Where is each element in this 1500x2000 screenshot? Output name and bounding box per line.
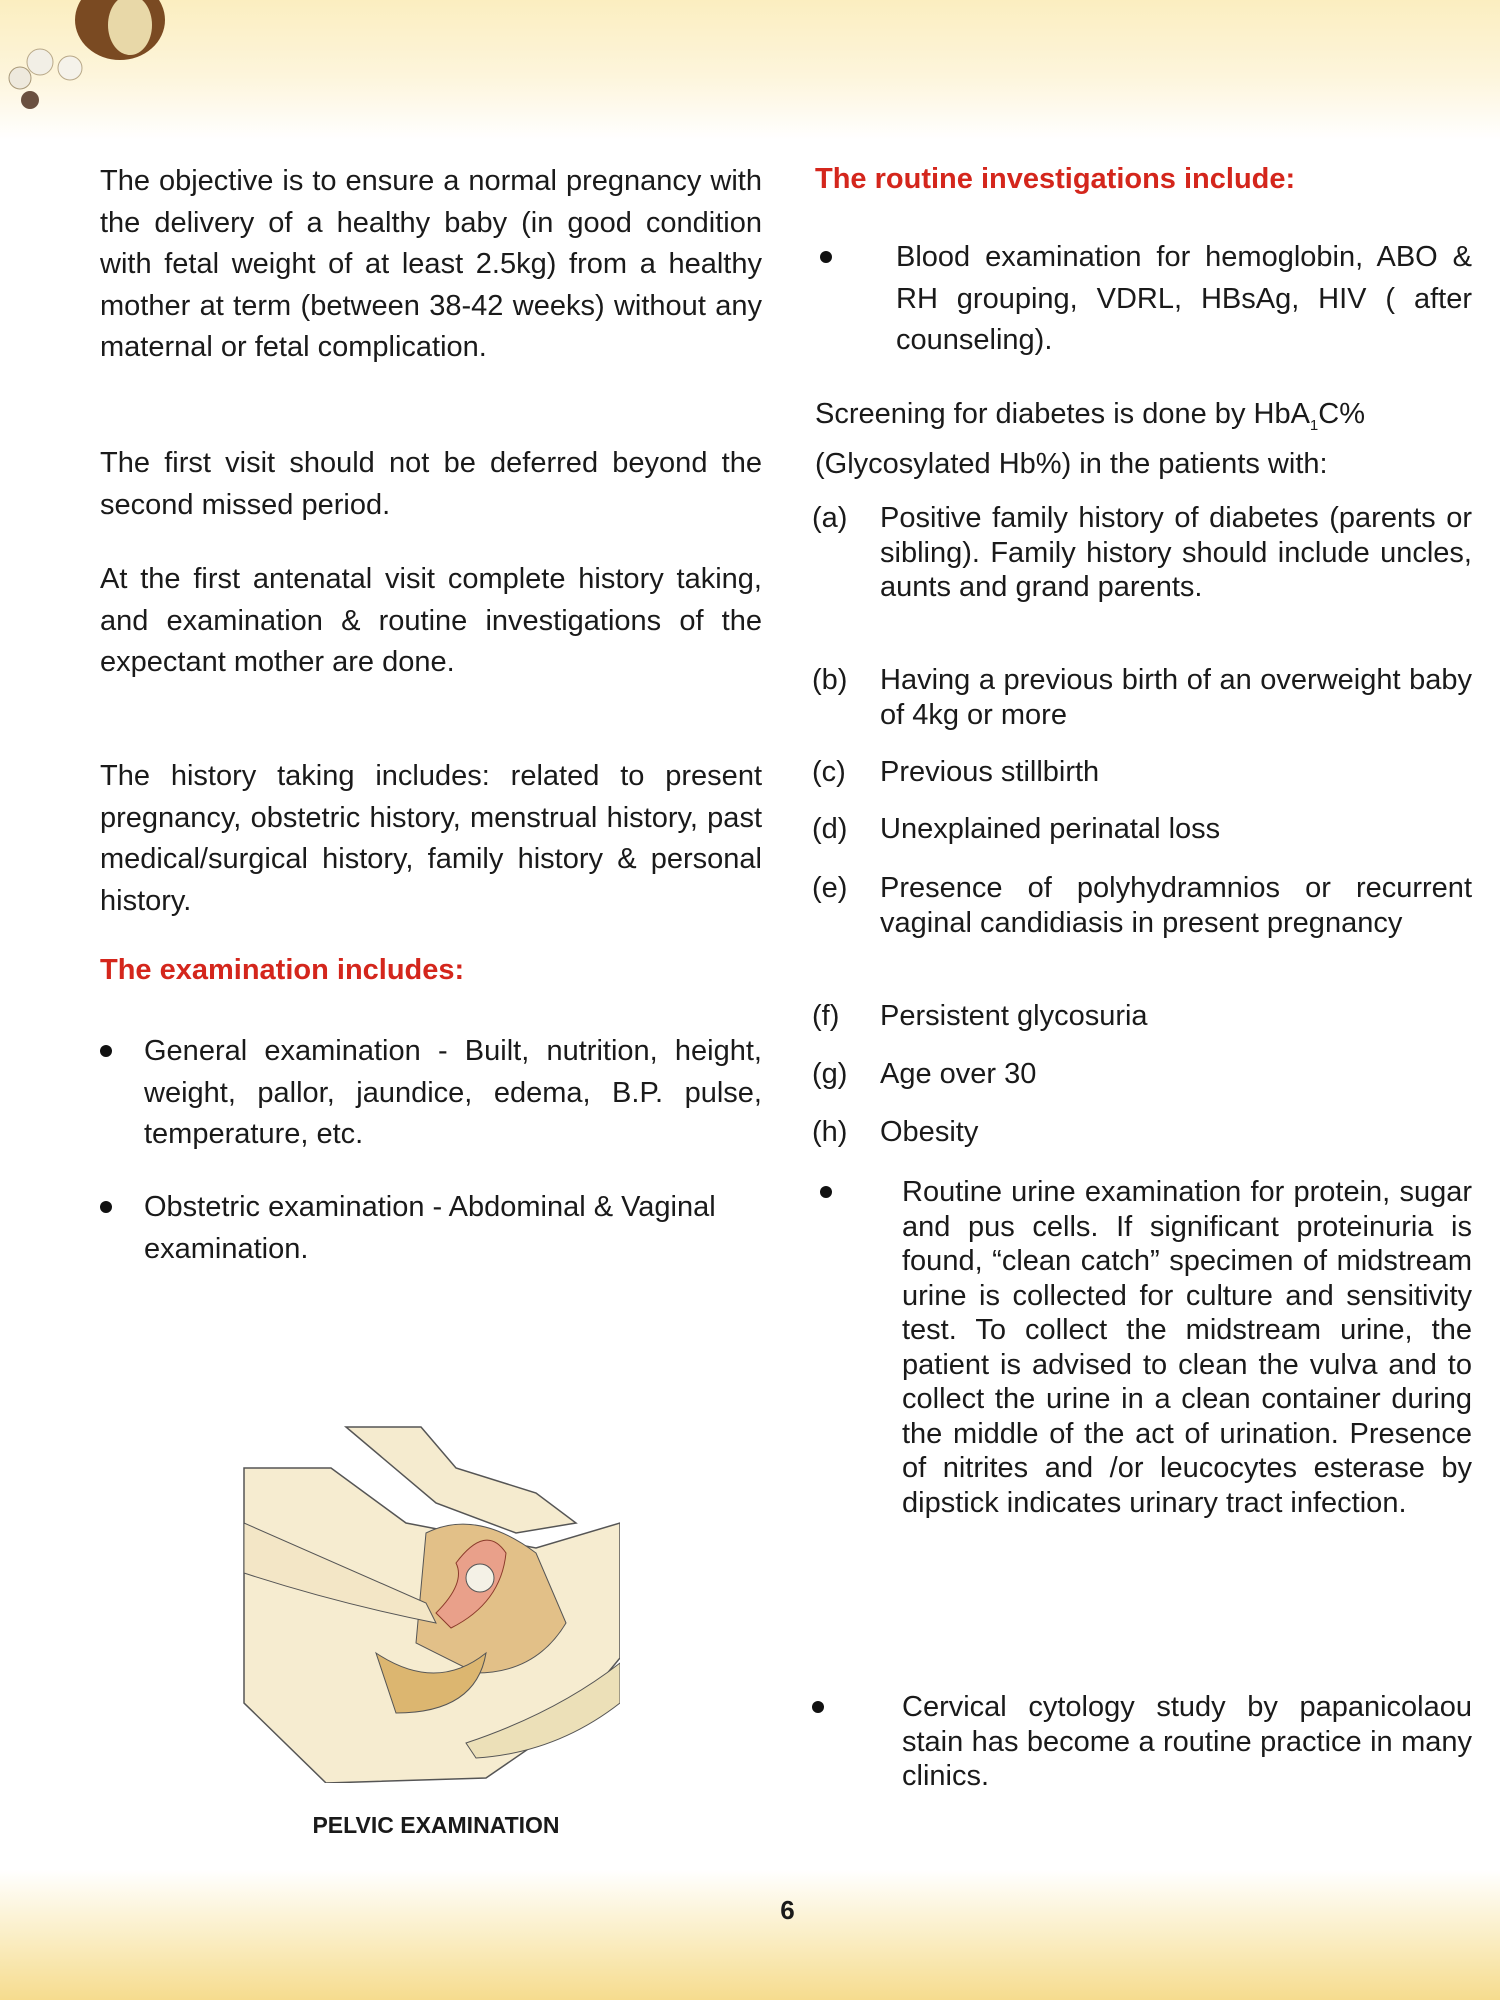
diabetes-screening-paragraph: Screening for diabetes is done by HbA$_1$C% (Glycosylated Hb%) in the patients with:	[815, 398, 1365, 480]
list-item: (h) Obesity	[812, 1116, 979, 1148]
history-paragraph: The history taking includes: related to present pregnancy, obstetric history, menstrual history, past medical/surgical history, family history & personal history.	[100, 760, 762, 917]
objective-paragraph: The objective is to ensure a normal pregnancy with the delivery of a healthy baby (in good condition with fetal weight of at least 2.5kg) from a healthy mother at term (between 38-42 weeks) without any maternal or fetal complication.	[100, 165, 762, 363]
header-band	[0, 0, 1500, 140]
figure-caption: PELVIC EXAMINATION	[312, 1812, 560, 1838]
list-item: (e) Presence of polyhydramnios or recurrent vaginal candidiasis in present pregnancy	[812, 872, 1472, 939]
list-item: (b) Having a previous birth of an overweight baby of 4kg or more	[812, 664, 1472, 731]
antenatal-visit-paragraph: At the first antenatal visit complete history taking, and examination & routine investigations of the expectant mother are done.	[100, 563, 762, 678]
list-item: (g) Age over 30	[812, 1058, 1037, 1090]
bullet-icon	[820, 1186, 832, 1198]
bullet-icon	[812, 1701, 824, 1713]
investigations-heading: The routine investigations include:	[815, 163, 1296, 195]
list-item: (d) Unexplained perinatal loss	[812, 813, 1221, 845]
list-item: (a) Positive family history of diabetes (parents or sibling). Family history should include uncles, aunts and grand parents.	[812, 502, 1472, 603]
exam-bullet-obstetric: Obstetric examination - Abdominal & Vaginal examination.	[100, 1187, 762, 1270]
pelvic-examination-illustration	[236, 1413, 620, 1783]
urine-exam-bullet: Routine urine examination for protein, sugar and pus cells. If significant proteinuria is found, “clean catch” specimen of midstream urine is collected for culture and sensitivity test. To collect the midstream urine, the patient is advised to clean the vulva and to collect the urine in a clean container during the middle of the act of urination. Presence of nitrites and /or leucocytes esterase by dipstick indicates urinary tract infection.	[820, 1175, 1472, 1520]
first-visit-paragraph: The first visit should not be deferred beyond the second missed period.	[100, 447, 762, 521]
exam-bullet-general: General examination - Built, nutrition, height, weight, pallor, jaundice, edema, B.P. pulse, temperature, etc.	[100, 1031, 762, 1156]
bullet-icon	[100, 1045, 112, 1057]
cervical-cytology-bullet: Cervical cytology study by papanicolaou stain has become a routine practice in many clinics.	[812, 1690, 1472, 1794]
examination-heading: The examination includes:	[100, 954, 465, 986]
bullet-icon	[100, 1201, 112, 1213]
footer-band	[0, 1870, 1500, 2000]
list-item: (c) Previous stillbirth	[812, 756, 1100, 788]
list-item: (f) Persistent glycosuria	[812, 1000, 1148, 1032]
page-number: 6	[780, 1895, 795, 1925]
blood-exam-bullet: Blood examination for hemoglobin, ABO & RH grouping, VDRL, HBsAg, HIV ( after counseling).	[820, 237, 1472, 362]
bullet-icon	[820, 251, 832, 263]
medicine-bottle-image	[0, 0, 190, 125]
